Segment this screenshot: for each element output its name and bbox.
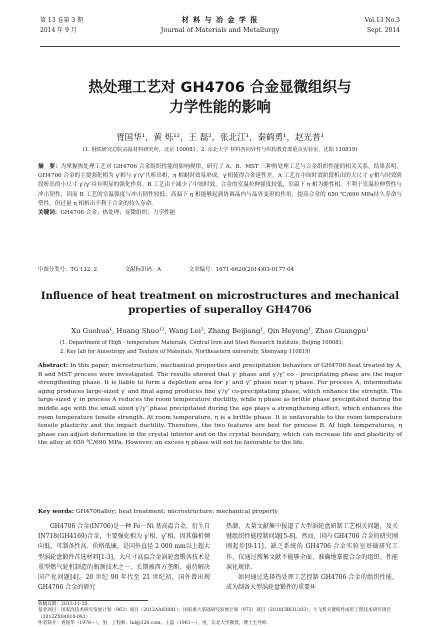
abstract-cn-text: 为掌握热处理工艺对 GH4706 合金组织性能的影响规律，研究了 A、B、MST 三种热处理工艺与合金组织性能的相关关系。结果表明，GH4706 合金的主要强化相为 γ′相与 γ′/γ″共析出相，η 相耐时效易形成，γ′相使得合金延性差。A 工艺在中间时效阶段析出的大尺寸 γ′相与时效阶段析出的小尺寸 γ′/γ″具有明显的强化作用。B 工艺由于减少了中间时效，合金的室温拉伸强度较低，室温下 η 相为脆性相，不利于室温拉伸塑性与冲击韧性，因而 B 工艺的室温强度与冲击韧性较低，高温下 η 相能够起到协调晶内与晶界变形的作用，提高合金的 650 ℃/690 MPa持久寿命与塑性，但过量 η 相析出不利于合金的持久寿命。	[38, 164, 402, 207]
paper-title-en-line2: properties of superalloy GH4706	[128, 305, 312, 316]
paper-title-cn-line1: 热处理工艺对 GH4706 合金显微组织与	[88, 80, 352, 96]
document-code: 文献标识码：A	[124, 267, 162, 273]
body-paragraph: 热潮，大量文献集中报道了大型涡轮盘研制工艺相关问题，及关键组织性能控制问题[5-8]。然而，国内 GH4706 合金的研究刚刚起步[9-11]，缺乏系统的 GH4706 合金实验室基础研究工作，仅通过搜集文献不能够全面、准确地掌握合金的组织、性能演化规律。	[226, 523, 398, 571]
footnote-divider	[38, 600, 148, 601]
abstract-cn	[38, 163, 402, 218]
abstract-en-text: In this paper, microstructure, mechanical properties and precipitation behaviors of GH4706 heat treated by A, B and MST process were investigated. The results showed that γ′ phase and γ′/γ″ co - precipitating phase are the major strengthening phase. It is liable to form a depletion area for γ′ and γ″ phase near η phase. For process A, intermediate aging produces large-sized γ′ and final aging produces fine γ′/γ″ co-precipitating phase, which enhance the strength. The large-sized γ′ in process A reduces the room temperature ductility, while η phase as brittle phase precipitated during the middle age with the small sized γ′/γ″ phase precipitated during the age plays a strengthening effect, which enhances the room temperature tensile strength. At room temperature, η is a brittle phase. It is unfavorable to the room temperature tensile plasticity and the impact ductility. Therefore, the two features are best for process B. At high temperatures, η phase can adjust deformation in the crystal interior and on the crystal boundary, which can increase life and plasticity of the alloy at 650 ℃/690 MPa. However, an excess η phase will not be favorable to the life.	[38, 363, 402, 447]
paper-title-cn-line2: 力学性能的影响	[169, 100, 271, 116]
volume-issue-en: Vol.13 No.3	[364, 17, 400, 24]
paper-title-en	[40, 290, 400, 318]
footnote-received: 收稿日期：2013-11-20.	[38, 602, 89, 607]
affiliation-en	[60, 339, 400, 356]
issue-info-en	[365, 16, 400, 36]
body-column-left: GH4706 合金(IN706)是一种 Fe－Ni 基高温合金，衍生自 IN718(GH4169)合金，主要强化相为 γ′相、γ″相，因其偏析倾向低、可制备性高、价格低廉，是国外直径 2 000 mm以上超大型涡轮盘锻件首选材料[1-3]。大尺寸高温合金涡轮盘锻各技术是重型燃气轮机制造的瓶颈技术之一，长期被西方垄断，亟待解决国产化问题[4]。20 世纪 90 年代至 21 世纪初，国外曾出现 GH4706 合金的研究	[38, 523, 210, 592]
journal-name	[40, 15, 400, 35]
running-header	[40, 12, 400, 47]
keywords-en-text: GH4706alloy; heat treatment; microstructure; mechanical property	[75, 509, 278, 515]
volume-issue-cn: 第 13 卷第 3 期	[40, 17, 84, 24]
keywords-cn	[38, 209, 402, 218]
affiliation-cn: (1. 钢铁研究总院高温材料研究所，北京 100081；2. 东北大学 材料各向异性与织构教育部重点实验室，沈阳 110819)	[82, 147, 358, 153]
abstract-en-label: Abstract:	[38, 362, 69, 369]
keywords-en	[38, 508, 402, 517]
abstract-cn-label: 摘 要：	[38, 164, 61, 170]
paper-title-cn	[40, 78, 400, 118]
paper-title-en-line1: Influence of heat treatment on microstructures and mechanical	[40, 291, 400, 302]
authors-en: Xu Guohua¹, Huang Shuo¹², Wang Lei², Zhang Beijiang¹, Qin Heyong¹, Zhao Guangpu¹	[71, 327, 369, 335]
date-en: Sept. 2014	[367, 27, 400, 34]
body-paragraph: 如何通过选择热处理工艺控制 GH4706 合金的组织性能，成为制备大型涡轮盘锻件的重要环	[226, 574, 398, 592]
keywords-en-label: Key words:	[38, 508, 74, 515]
article-id: 文章编号：1671-6620(2014)03-0177-04	[188, 267, 295, 273]
classification-row	[38, 266, 402, 275]
clc-number: 中图分类号：TG 132. 2	[38, 267, 98, 273]
keywords-cn-text: GH4706 合金；热处理；显微组织；力学性能	[60, 210, 176, 217]
footnote	[38, 602, 402, 627]
keywords-cn-label: 关键词：	[38, 210, 61, 217]
date-cn: 2014 年 9 月	[40, 27, 77, 34]
body-text	[38, 522, 402, 598]
body-column-right	[226, 522, 398, 593]
journal-name-en: Journal of Materials and Metallurgy	[160, 26, 280, 34]
authors-cn: 胥国华¹，黄 烁¹²，王 磊²，张北江¹，秦鹤勇¹，赵光普¹	[116, 133, 324, 143]
journal-name-cn: 材 料 与 冶 金 学 报	[181, 15, 259, 24]
footnote-author-bio: 作者简介：胥国华（1976—），男，工程师；hd@126.com；王磊（1961—），男，东北大学教授，博士生导师.	[38, 620, 268, 626]
affiliation-en-line1: (1. Department of High - temperature Materials, Central Iron and Steel Research Institute, Beijing 100081;	[60, 340, 344, 346]
abstract-en	[38, 362, 402, 448]
affiliation-en-line2: 2. Key lab for Anisotropy and Texture of Materials, Northeastern university, Shenyang 110819)	[60, 348, 311, 355]
footnote-fund: 基金项目：国家高技术研究发展计划（863）项目（2012AA03081）；国家重大基础研究发展计划（973）项目（2010CB631203）；大飞机关键构件成形工程技术研究项目（2012ZX04010-081）.	[38, 608, 392, 620]
